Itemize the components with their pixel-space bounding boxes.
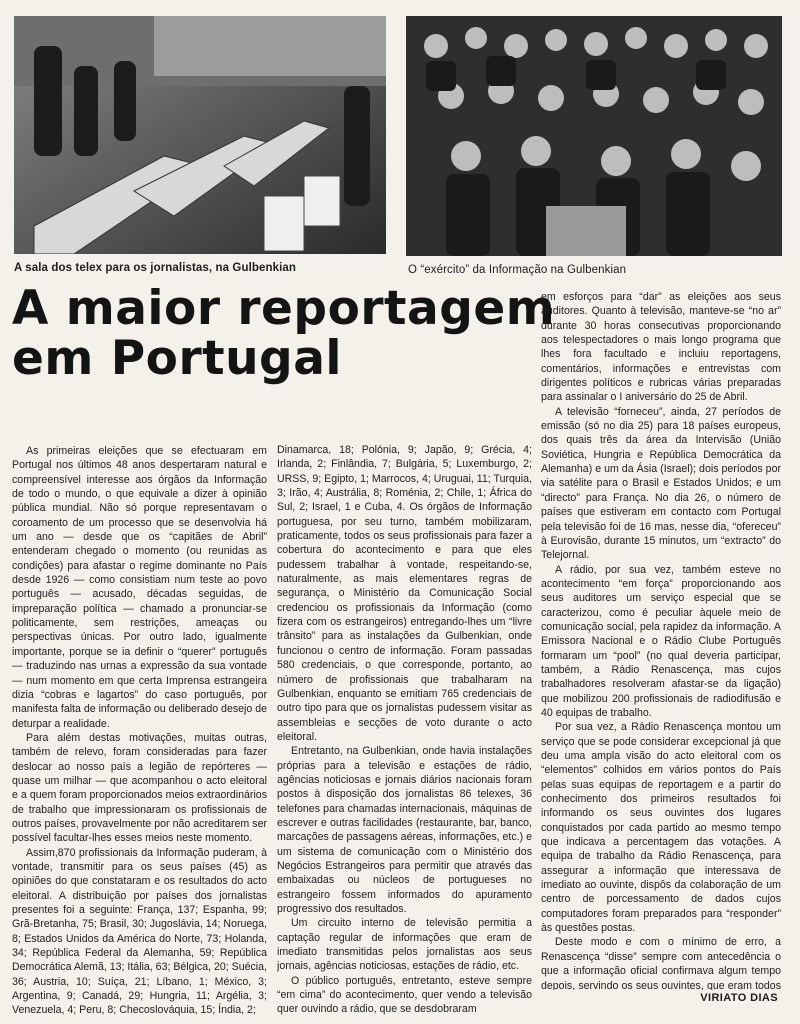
paragraph: As primeiras eleições que se efectuaram em Portugal nos últimos 48 anos despertaram natural e compreensível interesse aos órgãos da Informação de todo o mundo, o que equivale a dizer à opinião pública mundial. Não só porque representavam o coroamento de um processo que se desenvolvia há um ano — desde que os “capitães de Abril” entenderam chegado o momento (ou reunidas as condições) para afastar o regime dominante no País desde 1926 — como consistiam num teste ao povo português — acusado, décadas seguidas, de impreparação política — chamado a pronunciar-se politicamente, sem restrições, ameaças ou perspectivas únicas. Por outro lado, igualmente importante, porque se ia definir o “querer” português — traduzindo nas urnas a expressão da sua vontade — num momento em que certa Imprensa estrangeira dizia “cobras e lagartos” do caso português, por manifesta falta de informação ou deliberado desejo de deturpar a realidade. <box>12 445 267 730</box>
paragraph: Deste modo e com o mínimo de erro, a Renascença “disse” sempre com antecedência o que a informação oficial confirmava algum tempo depois, servindo os seus ouvintes, que eram todos <box>541 936 781 990</box>
journalists-crowd-illustration <box>406 16 782 256</box>
paragraph: Para além destas motivações, muitas outras, também de relevo, foram consideradas para fazer deslocar ao nosso país a legião de repórteres — quase um milhar — que acompanhou o acto eleitoral e a quem foram proporcionados meios extraordinários de trabalho que impressionaram os profissionais de outros países, provavelmente por não acreditarem ser possível facultar-lhes esses meios neste momento. <box>12 731 267 845</box>
telex-room-illustration <box>14 16 386 254</box>
headline-line-2: em Portugal <box>12 331 343 386</box>
journalists-crowd-photo <box>406 16 782 256</box>
article-column-1 <box>12 444 267 1024</box>
paragraph: Assim,870 profissionais da Informação puderam, à vontade, transmitir para os seus países (45) as opiniões do que constataram e os resultados do acto eleitoral. A distribuição por países dos jornalistas presentes foi a seguinte: França, 137; Espanha, 99; Grã-Bretanha, 75; Brasil, 30; Jugoslávia, 14; Noruega, 8; Estados Unidos da América do Norte, 73; Holanda, 34; República Federal da Alemanha, 59; República Democrática Alemã, 13; Itália, 63; Bélgica, 20; Suécia, 36; Austria, 10; Suíça, 21; Líbano, 1; México, 3; Argentina, 9; Canadá, 29; Hungria, 11; Argélia, 3; Venezuela, 4; Peru, 8; Checoslováquia, 15; Índia, 2; <box>12 846 267 1017</box>
paragraph: A rádio, por sua vez, também esteve no acontecimento “em força” proporcionando aos seus auditores um serviço especial que se caracterizou, como é peculiar àquele meio de comunicação social, pela rapidez da informação. A Emissora Nacional e o Rádio Clube Português formaram um “pool” (no qual deveria participar, também, a Rádio Renascença, mas cujos trabalhadores resolveram afastar-se da ligação) que mobilizou 200 profissionais de radiodifusão e 40 equipas de trabalho. <box>541 563 781 719</box>
paragraph: A televisão “forneceu”, ainda, 27 períodos de emissão (só no dia 25) para 18 países europeus, dos quais três da área da Intervisão (União Soviética, Hungria e República Democrática da Alemanha) e um da Ásia (Israel); dois períodos por via satélite para o Brasil e Estados Unidos; e um “directo” para França. No dia 26, o número de países que estiveram em contacto com Portugal pela televisão foi de 16 mas, nesse dia, “ofereceu” à Eurovisão, durante 15 minutos, um “extracto” do Telejornal. <box>541 405 781 562</box>
paragraph: O público português, entretanto, esteve sempre “em cima” do acontecimento, quer vendo a televisão quer ouvindo a rádio, que se desdobraram <box>277 974 532 1016</box>
telex-room-photo <box>14 16 386 254</box>
author-byline: VIRIATO DIAS <box>700 992 778 1004</box>
article-column-2 <box>277 443 532 1023</box>
telex-room-caption: A sala dos telex para os jornalistas, na Gulbenkian <box>14 262 297 274</box>
paragraph: Um circuito interno de televisão permitia a captação regular de informações que eram de imediato transmitidas pelos jornalistas aos seus jornais, agências noticiosas, estações de rádio, etc. <box>277 917 532 973</box>
paragraph: Por sua vez, a Rádio Renascença montou um serviço que se pode considerar excepcional já que deu uma ampla visão do acto eleitoral com os “elementos” colhidos em vários pontos do País pelas suas equipas de reportagem e a partir do conhecimento dos primeiros resultados foi informando os seus ouvintes dos lugares conquistados por cada partido ao mesmo tempo que indicava a percentagem das votações. A equipa de trabalho da Rádio Renascença, para assegurar a informação que interessava de imediato ao ouvinte, dispôs da colaboração de um centro de porcessamento de dados cujos computadores foram preparados para “responder” às questões postas. <box>541 721 781 935</box>
paragraph: em esforços para “dar” as eleições aos seus auditores. Quanto à televisão, manteve-se “no ar” durante 30 horas consecutivas proporcionando aos telespectadores o mais longo programa que lhes fora facultado e incluiu reportagens, comentários, informações e entrevistas com dirigentes políticos e rubricas várias preparadas para assinalar o I aniversário do 25 de Abril. <box>541 291 781 404</box>
paragraph: Entretanto, na Gulbenkian, onde havia instalações próprias para a televisão e estações de rádio, agências noticiosas e jornais diários nacionais foram postos à disposição dos jornalistas 86 telexes, 36 telefones para chamadas internacionais, máquinas de escrever e outras facilidades (restaurante, bar, banco, marcações de passagens aéreas, informações, etc.) e um sistema de comunicação com o Ministério dos Negócios Estrangeiros para permitir que através das embaixadas ou núcleos de portugueses no estrangeiro fossem informados do apuramento progressivo dos resultados. <box>277 745 532 915</box>
paragraph: Dinamarca, 18; Polónia, 9; Japão, 9; Grécia, 4; Irlanda, 2; Finlândia, 7; Bulgária, 5; Luxemburgo, 2; URSS, 9; Egipto, 1; Marrocos, 4; Uruguai, 11; Turquia, 3; Irão, 4; Austrália, 8; Roménia, 2; Chile, 1; África do Sul, 2; Israel, 1 e Cuba, 4. Os órgãos de Informação portuguesa, por seu turno, também mobilizaram, praticamente, todos os seus profissionais para fazer a cobertura do acontecimento e para que eles pudessem trabalhar à vontade, respeitando-se, naturalmente, as mais elementares regras de segurança, o Ministério da Comunicação Social credenciou os profissionais da Informação (como fizera com os estrangeiros) entregando-lhes um “livre trânsito” para as instalações da Gulbenkian, onde funcionou o centro de informação. Foram passadas 580 credenciais, o que corresponde, portanto, ao número de profissionais que trabalharam na Gulbenkian, enquanto se emitiam 765 credenciais de outro tipo para que os jornalistas pudessem visitar as assembleias e secções de voto durante o acto eleitoral. <box>277 444 532 743</box>
headline-line-1: A maior reportagem <box>12 281 556 336</box>
crowd-caption: O “exército” da Informação na Gulbenkian <box>408 264 627 276</box>
article-column-3 <box>541 290 781 990</box>
